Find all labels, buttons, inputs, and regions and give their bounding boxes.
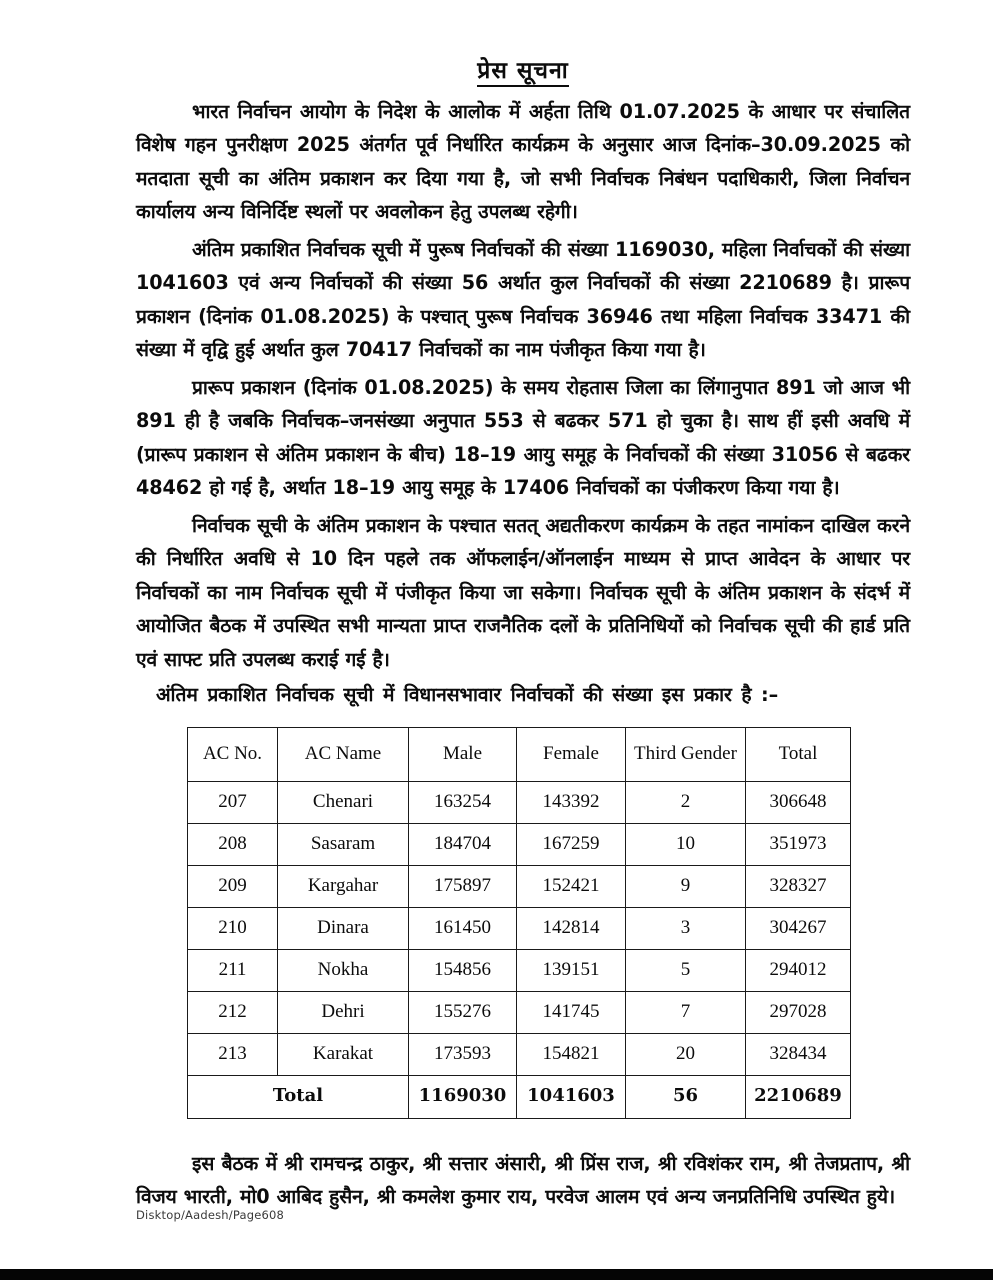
- column-header-ac-name: AC Name: [278, 727, 409, 781]
- cell-total-label: Total: [188, 1075, 409, 1118]
- column-header-third-gender: Third Gender: [626, 727, 746, 781]
- cell-total-female: 1041603: [517, 1075, 626, 1118]
- table-row: [188, 865, 851, 907]
- table-row: [188, 823, 851, 865]
- cell-ac-name: Karakat: [278, 1033, 409, 1075]
- footer-file-path: Disktop/Aadesh/Page608: [136, 1208, 285, 1222]
- cell-male: 175897: [409, 865, 517, 907]
- page-bottom-bar: [0, 1269, 993, 1280]
- cell-ac-no: 211: [188, 949, 278, 991]
- cell-ac-name: Kargahar: [278, 865, 409, 907]
- cell-third-gender: 5: [626, 949, 746, 991]
- cell-ac-no: 208: [188, 823, 278, 865]
- column-header-male: Male: [409, 727, 517, 781]
- table-total-row: [188, 1075, 851, 1118]
- cell-male: 184704: [409, 823, 517, 865]
- cell-male: 161450: [409, 907, 517, 949]
- table-header: [188, 727, 851, 781]
- cell-ac-no: 212: [188, 991, 278, 1033]
- table-row: [188, 1033, 851, 1075]
- cell-total: 294012: [746, 949, 851, 991]
- table-body: [188, 781, 851, 1118]
- cell-total: 351973: [746, 823, 851, 865]
- cell-total: 328327: [746, 865, 851, 907]
- cell-third-gender: 20: [626, 1033, 746, 1075]
- cell-male: 155276: [409, 991, 517, 1033]
- paragraph-2: अंतिम प्रकाशित निर्वाचक सूची में पुरूष निर्वाचकों की संख्या 1169030, महिला निर्वाचकों की संख्या 1041603 एवं अन्य निर्वाचकों की संख्या 56 अर्थात कुल निर्वाचकों की संख्या 2210689 है। प्रारूप प्रकाशन (दिनांक 01.08.2025) के पश्चात् पुरूष निर्वाचक 36946 तथा महिला निर्वाचक 33471 की संख्या में वृद्वि हुई अर्थात कुल 70417 निर्वाचकों का नाम पंजीकृत किया गया है।: [136, 237, 910, 362]
- paragraph-4: निर्वाचक सूची के अंतिम प्रकाशन के पश्चात सतत् अद्यतीकरण कार्यक्रम के तहत नामांकन दाखिल करने की निर्धारित अवधि से 10 दिन पहले तक ऑफलाईन/ऑनलाईन माध्यम से प्राप्त आवेदन के आधार पर निर्वाचकों का नाम निर्वाचक सूची में पंजीकृत किया जा सकेगा। निर्वाचक सूची के अंतिम प्रकाशन के संदर्भ में आयोजित बैठक में उपस्थित सभी मान्यता प्राप्त राजनैतिक दलों के प्रतिनिधियों को निर्वाचक सूची की हार्ड प्रति एवं साफ्ट प्रति उपलब्ध कराई गई है।: [136, 513, 910, 671]
- document-content: [136, 0, 910, 1214]
- elector-summary-table: [187, 727, 851, 1119]
- cell-total: 304267: [746, 907, 851, 949]
- column-header-female: Female: [517, 727, 626, 781]
- cell-female: 142814: [517, 907, 626, 949]
- table-header-row: [188, 727, 851, 781]
- table-row: [188, 949, 851, 991]
- cell-female: 141745: [517, 991, 626, 1033]
- cell-total: 306648: [746, 781, 851, 823]
- elector-table-wrapper: [187, 727, 850, 1119]
- table-row: [188, 907, 851, 949]
- closing-paragraph: इस बैठक में श्री रामचन्द्र ठाकुर, श्री सत्तार अंसारी, श्री प्रिंस राज, श्री रविशंकर राम, श्री तेजप्रताप, श्री विजय भारती, मो0 आबिद हुसैन, श्री कमलेश कुमार राय, परवेज आलम एवं अन्य जनप्रतिनिधि उपस्थित हुये।: [136, 1151, 910, 1209]
- cell-total-total: 2210689: [746, 1075, 851, 1118]
- cell-total: 328434: [746, 1033, 851, 1075]
- cell-female: 139151: [517, 949, 626, 991]
- cell-total-male: 1169030: [409, 1075, 517, 1118]
- cell-ac-name: Chenari: [278, 781, 409, 823]
- cell-third-gender: 3: [626, 907, 746, 949]
- cell-total-third-gender: 56: [626, 1075, 746, 1118]
- page-title-text: प्रेस सूचना: [477, 58, 569, 87]
- cell-ac-name: Dinara: [278, 907, 409, 949]
- cell-female: 167259: [517, 823, 626, 865]
- cell-ac-no: 213: [188, 1033, 278, 1075]
- column-header-ac-no: AC No.: [188, 727, 278, 781]
- cell-male: 173593: [409, 1033, 517, 1075]
- cell-third-gender: 10: [626, 823, 746, 865]
- cell-ac-no: 209: [188, 865, 278, 907]
- cell-male: 154856: [409, 949, 517, 991]
- cell-female: 152421: [517, 865, 626, 907]
- cell-ac-name: Dehri: [278, 991, 409, 1033]
- cell-female: 154821: [517, 1033, 626, 1075]
- cell-total: 297028: [746, 991, 851, 1033]
- cell-male: 163254: [409, 781, 517, 823]
- cell-ac-no: 210: [188, 907, 278, 949]
- cell-third-gender: 9: [626, 865, 746, 907]
- paragraph-3: प्रारूप प्रकाशन (दिनांक 01.08.2025) के समय रोहतास जिला का लिंगानुपात 891 जो आज भी 891 ही है जबकि निर्वाचक–जनसंख्या अनुपात 553 से बढकर 571 हो चुका है। साथ हीं इसी अवधि में (प्रारूप प्रकाशन से अंतिम प्रकाशन के बीच) 18–19 आयु समूह के निर्वाचकों की संख्या 31056 से बढकर 48462 हो गई है, अर्थात 18–19 आयु समूह के 17406 निर्वाचकों का पंजीकरण किया गया है।: [136, 375, 910, 500]
- cell-ac-name: Nokha: [278, 949, 409, 991]
- cell-ac-no: 207: [188, 781, 278, 823]
- cell-third-gender: 2: [626, 781, 746, 823]
- cell-ac-name: Sasaram: [278, 823, 409, 865]
- table-lead-in-text: अंतिम प्रकाशित निर्वाचक सूची में विधानसभावार निर्वाचकों की संख्या इस प्रकार है :–: [156, 683, 779, 707]
- paragraph-1: भारत निर्वाचन आयोग के निदेश के आलोक में अर्हता तिथि 01.07.2025 के आधार पर संचालित विशेष गहन पुनरीक्षण 2025 अंतर्गत पूर्व निर्धारित कार्यक्रम के अनुसार आज दिनांक–30.09.2025 को मतदाता सूची का अंतिम प्रकाशन कर दिया गया है, जो सभी निर्वाचक निबंधन पदाधिकारी, जिला निर्वाचन कार्यालय अन्य विनिर्दिष्ट स्थलों पर अवलोकन हेतु उपलब्ध रहेगी।: [136, 99, 910, 224]
- table-row: [188, 991, 851, 1033]
- table-row: [188, 781, 851, 823]
- column-header-total: Total: [746, 727, 851, 781]
- page-title: [136, 0, 910, 86]
- cell-third-gender: 7: [626, 991, 746, 1033]
- cell-female: 143392: [517, 781, 626, 823]
